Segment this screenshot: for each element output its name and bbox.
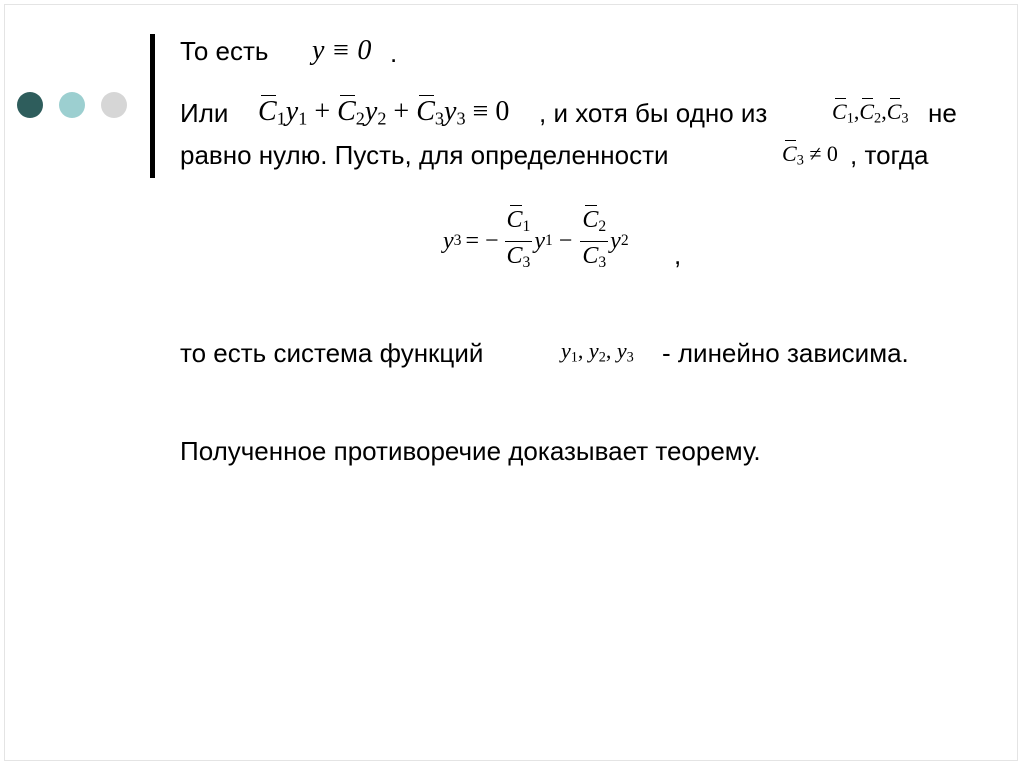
formula-comma: ,	[674, 240, 682, 270]
vertical-accent-bar	[150, 34, 155, 178]
decor-dot-dark	[17, 92, 43, 118]
text-ravno-nulyu: равно нулю. Пусть, для определенности	[180, 140, 669, 170]
text-to-est: То есть	[180, 36, 269, 66]
math-c3-nonzero: $C_3 \ne 0$	[782, 141, 838, 169]
text-sistema-funkcij: то есть система функций	[180, 338, 484, 368]
fraction-c1-c3: $\frac{C_1}{C_3}$	[505, 206, 533, 277]
text-conclusion: Полученное противоречие доказывает теорему.	[180, 436, 761, 466]
text-ne: не	[928, 98, 957, 128]
line1-period: .	[390, 38, 398, 68]
decor-dot-teal	[59, 92, 85, 118]
math-y1-y2-y3: $y_1$, $y_2$, $y_3$	[561, 338, 634, 366]
text-linejno-zavisima: - линейно зависима.	[662, 338, 909, 368]
fraction-c2-c3: $\frac{C_2}{C_3}$	[580, 206, 608, 277]
decor-dot-gray	[101, 92, 127, 118]
text-togda: , тогда	[850, 140, 929, 170]
line-to-est	[180, 36, 268, 66]
math-linear-combination: $C_1y_1 + C_2y_2 + C_3y_3 \equiv 0$	[258, 96, 510, 129]
text-ili: Или	[180, 98, 229, 128]
math-y-identically-zero: y ≡ 0	[312, 35, 372, 66]
math-constants-list: $C_1,C_2,C_3$	[832, 99, 909, 127]
text-hotya-by-odno: , и хотя бы одно из	[539, 98, 768, 128]
display-formula-y3: y 3 = − $\frac{C_1}{C_3}$ y 1 − $\frac{C_2}{C_3}$ y 2	[443, 206, 629, 277]
